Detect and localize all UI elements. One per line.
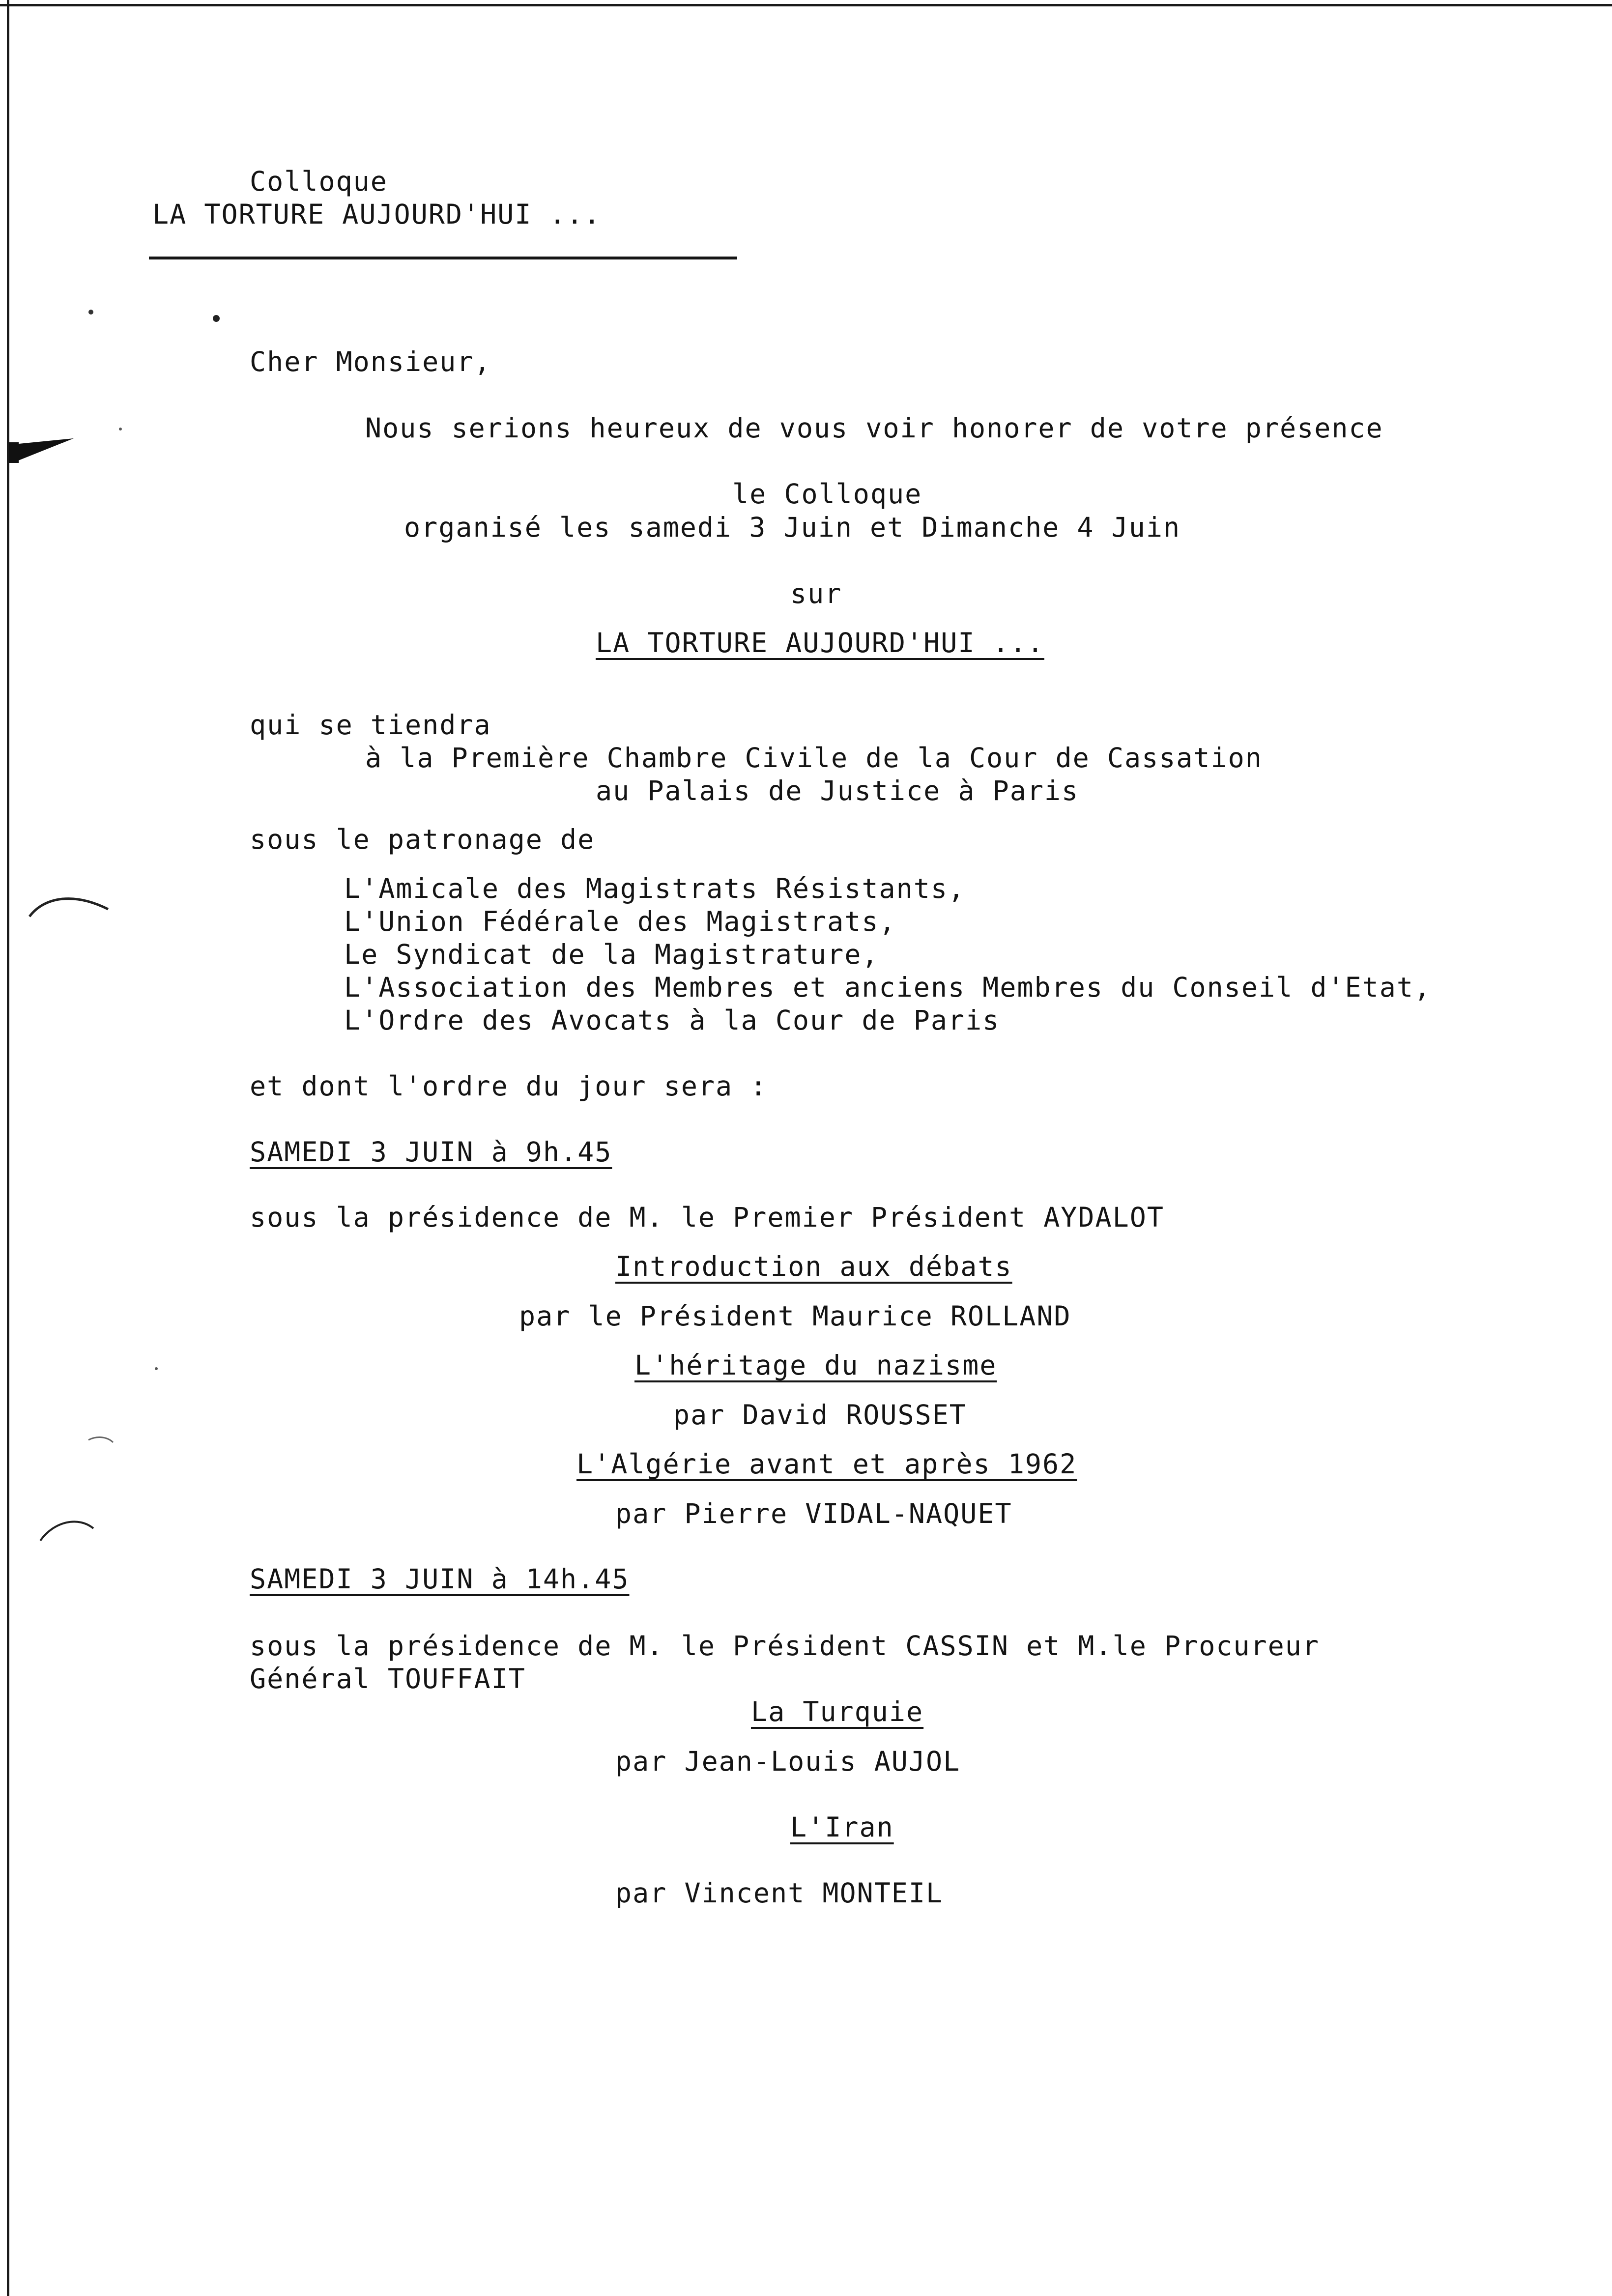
session-2-talk-title: L'Iran — [790, 1811, 894, 1843]
patron-item: L'Amicale des Magistrats Résistants, — [344, 873, 966, 904]
session-1-talk-title: Introduction aux débats — [615, 1251, 1012, 1282]
patron-item: L'Union Fédérale des Magistrats, — [344, 906, 896, 937]
session-1-talk-title: L'Algérie avant et après 1962 — [576, 1448, 1077, 1480]
session-1-talk-title: L'héritage du nazisme — [634, 1349, 997, 1381]
hook-mark-1 — [29, 899, 108, 917]
header-colloque: Colloque — [250, 166, 388, 197]
patron-item: Le Syndicat de la Magistrature, — [344, 939, 879, 970]
intro-paragraph: Nous serions heureux de vous voir honorer de votre présence — [365, 412, 1383, 444]
subject-title: LA TORTURE AUJOURD'HUI ... — [596, 627, 1044, 659]
dot-mark-1 — [88, 310, 93, 315]
session-2-heading: SAMEDI 3 JUIN à 14h.45 — [250, 1563, 630, 1595]
salutation: Cher Monsieur, — [250, 346, 491, 377]
patron-item: L'Ordre des Avocats à la Cour de Paris — [344, 1004, 1000, 1036]
session-2-chair-cont: Général TOUFFAIT — [250, 1663, 526, 1694]
hook-mark-2 — [40, 1521, 93, 1541]
session-1-talk-speaker: par David ROUSSET — [673, 1399, 967, 1431]
patron-item: L'Association des Membres et anciens Membres du Conseil d'Etat, — [344, 972, 1432, 1003]
patronage-intro: sous le patronage de — [250, 824, 595, 855]
dot-mark-4 — [155, 1367, 158, 1370]
session-2-chair: sous la présidence de M. le Président CASSIN et M.le Procureur — [250, 1630, 1320, 1662]
subject-sur: sur — [790, 578, 842, 609]
hook-mark-3 — [88, 1437, 113, 1442]
dot-mark-3 — [119, 428, 122, 430]
session-1-heading: SAMEDI 3 JUIN à 9h.45 — [250, 1136, 612, 1168]
session-1-talk-speaker: par Pierre VIDAL-NAQUET — [615, 1498, 1012, 1529]
venue-line-1: à la Première Chambre Civile de la Cour de Cassation — [365, 742, 1263, 774]
venue-intro: qui se tiendra — [250, 709, 491, 741]
session-1-talk-speaker: par le Président Maurice ROLLAND — [519, 1300, 1071, 1332]
session-1-chair: sous la présidence de M. le Premier Président AYDALOT — [250, 1202, 1164, 1233]
event-dates: organisé les samedi 3 Juin et Dimanche 4 Juin — [404, 512, 1181, 543]
session-2-talk-speaker: par Vincent MONTEIL — [615, 1877, 944, 1909]
header-title: LA TORTURE AUJOURD'HUI ... — [152, 199, 601, 230]
event-name: le Colloque — [732, 478, 922, 510]
agenda-intro: et dont l'ordre du jour sera : — [250, 1070, 768, 1102]
header-rule — [149, 257, 737, 259]
venue-line-2: au Palais de Justice à Paris — [596, 775, 1079, 806]
arrow-mark-base — [9, 442, 19, 463]
dot-mark-2 — [213, 315, 220, 322]
session-2-talk-speaker: par Jean-Louis AUJOL — [615, 1746, 961, 1777]
session-2-talk-title: La Turquie — [751, 1696, 924, 1727]
